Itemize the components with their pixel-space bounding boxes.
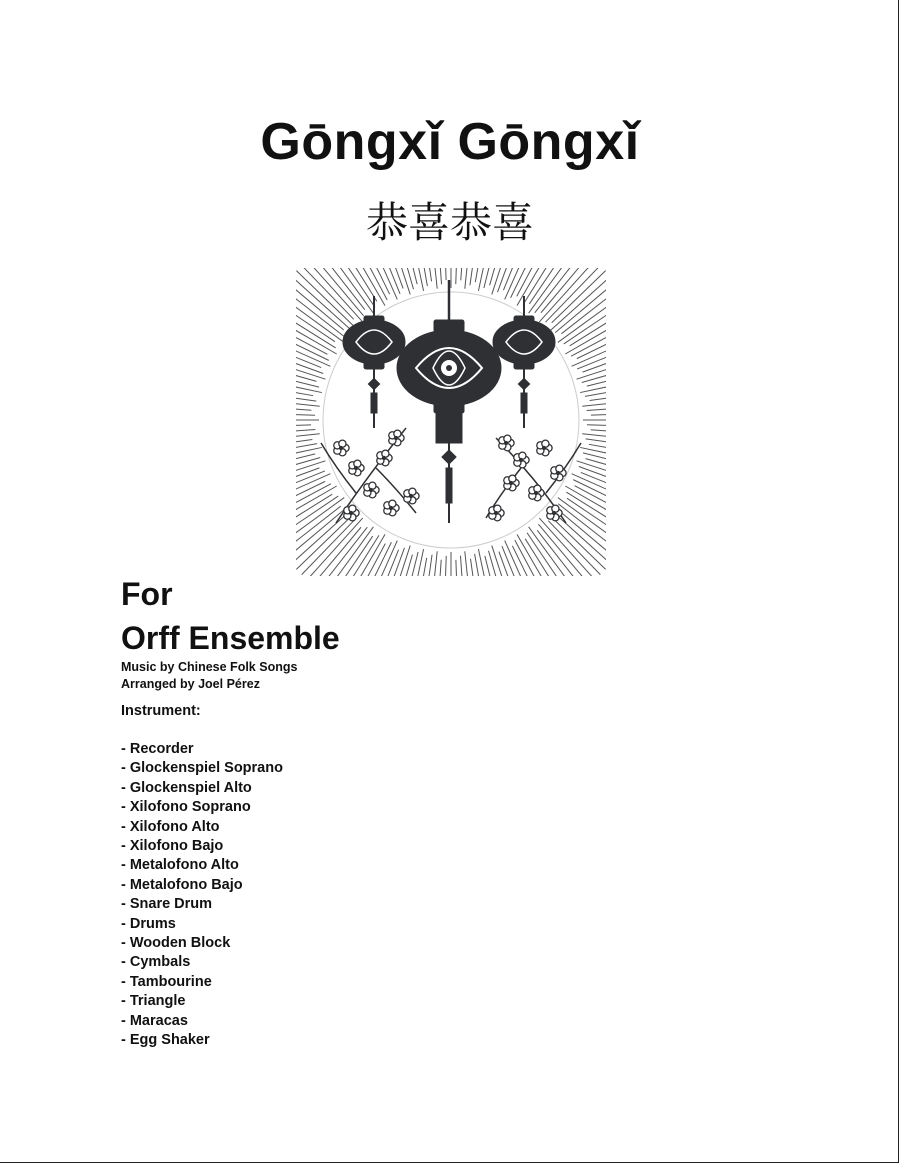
- ray-line: [456, 268, 459, 284]
- instrument-item: - Xilofono Soprano: [121, 799, 251, 816]
- instrument-item: - Xilofono Alto: [121, 818, 220, 835]
- ray-line: [571, 319, 606, 356]
- ray-line: [586, 439, 606, 450]
- for-heading: [121, 572, 340, 660]
- ray-line: [337, 268, 377, 301]
- ray-line: [505, 541, 539, 576]
- for-label: For: [121, 576, 173, 612]
- page-title: Gōngxǐ Gōngxǐ: [260, 113, 640, 171]
- instrument-item: - Maracas: [121, 1012, 188, 1029]
- ray-line: [564, 300, 606, 344]
- ray-line: [580, 375, 606, 392]
- ray-line: [549, 276, 606, 332]
- ray-line: [461, 268, 466, 280]
- ray-line: [307, 518, 363, 576]
- instrument-item: - Xilofono Bajo: [121, 838, 224, 855]
- ray-line: [591, 412, 606, 415]
- ray-line: [539, 518, 595, 576]
- ray-line: [572, 333, 606, 367]
- arranger-credit: Arranged by Joel Pérez: [121, 677, 260, 691]
- ray-line: [325, 527, 374, 576]
- ray-line: [581, 472, 606, 500]
- instrument-item: - Triangle: [121, 993, 186, 1010]
- ray-line: [296, 405, 311, 410]
- ray-line: [517, 268, 552, 296]
- ray-line: [456, 560, 459, 576]
- credits: [121, 659, 297, 693]
- instrument-item: - Metalofono Alto: [121, 857, 239, 874]
- ray-line: [296, 271, 353, 326]
- ray-line: [443, 556, 446, 576]
- ray-line: [364, 268, 398, 299]
- ray-line: [558, 504, 606, 553]
- ray-line: [511, 268, 546, 298]
- music-credit: Music by Chinese Folk Songs: [121, 660, 298, 674]
- instrument-label: Instrument:: [121, 703, 201, 719]
- ray-line: [296, 494, 332, 534]
- ray-line: [296, 425, 311, 428]
- ray-line: [443, 268, 446, 280]
- ensemble-name: Orff Ensemble: [121, 620, 340, 656]
- ray-line: [296, 288, 344, 337]
- ray-line: [296, 326, 329, 361]
- ray-line: [357, 542, 392, 576]
- ray-line: [545, 268, 600, 322]
- chinese-subtitle: 恭喜恭喜: [365, 198, 534, 247]
- ray-line: [296, 484, 331, 521]
- ray-line: [296, 481, 325, 514]
- ray-line: [580, 447, 606, 464]
- ray-line: [296, 412, 315, 415]
- ray-line: [302, 518, 357, 575]
- ray-line: [558, 510, 606, 558]
- ray-line: [296, 496, 338, 540]
- ray-line: [575, 486, 606, 521]
- ray-line: [313, 527, 361, 576]
- instrument-item: - Recorder: [121, 741, 194, 757]
- ray-line: [296, 282, 344, 330]
- ray-line: [582, 361, 606, 383]
- instrument-item: - Glockenspiel Soprano: [121, 760, 283, 777]
- ray-line: [296, 390, 316, 401]
- ray-line: [505, 268, 539, 299]
- ray-line: [296, 319, 327, 354]
- ray-line: [577, 326, 606, 359]
- ray-line: [406, 549, 423, 576]
- ray-line: [296, 471, 325, 501]
- ray-line: [515, 540, 552, 576]
- ray-line: [572, 474, 606, 508]
- instrument-item: - Glockenspiel Alto: [121, 779, 252, 796]
- ray-line: [364, 541, 398, 576]
- ray-line: [350, 544, 385, 576]
- ray-line: [577, 339, 606, 369]
- ray-line: [296, 507, 347, 558]
- blossom-flower-icon: [344, 505, 359, 521]
- ray-line: [319, 268, 365, 310]
- ray-line: [587, 425, 606, 428]
- ray-line: [350, 268, 387, 300]
- ray-line: [436, 560, 441, 576]
- ray-line: [470, 268, 481, 285]
- ray-line: [296, 375, 322, 392]
- ray-line: [478, 549, 495, 576]
- instrument-item: - Wooden Block: [121, 935, 231, 952]
- ray-line: [549, 514, 606, 569]
- ray-line: [296, 457, 320, 479]
- ray-line: [296, 447, 322, 464]
- ray-line: [573, 480, 606, 515]
- ray-line: [296, 276, 353, 332]
- ray-line: [296, 474, 330, 508]
- ray-line: [555, 282, 606, 333]
- instrument-item: - Metalofono Bajo: [121, 876, 243, 893]
- instrument-item: - Tambourine: [121, 973, 212, 990]
- instrument-item: - Egg Shaker: [121, 1032, 210, 1049]
- instrument-item: - Cymbals: [121, 954, 191, 971]
- ray-line: [570, 306, 606, 346]
- instrument-item: - Drums: [121, 915, 176, 932]
- ray-line: [296, 333, 330, 367]
- instrument-item: - Snare Drum: [121, 896, 213, 913]
- ray-line: [591, 430, 606, 435]
- ray-line: [488, 551, 510, 576]
- ray-line: [512, 546, 545, 576]
- ray-line: [296, 339, 321, 367]
- instrument-list: [121, 740, 283, 1051]
- ray-line: [529, 527, 578, 576]
- lantern-illustration: [296, 268, 606, 576]
